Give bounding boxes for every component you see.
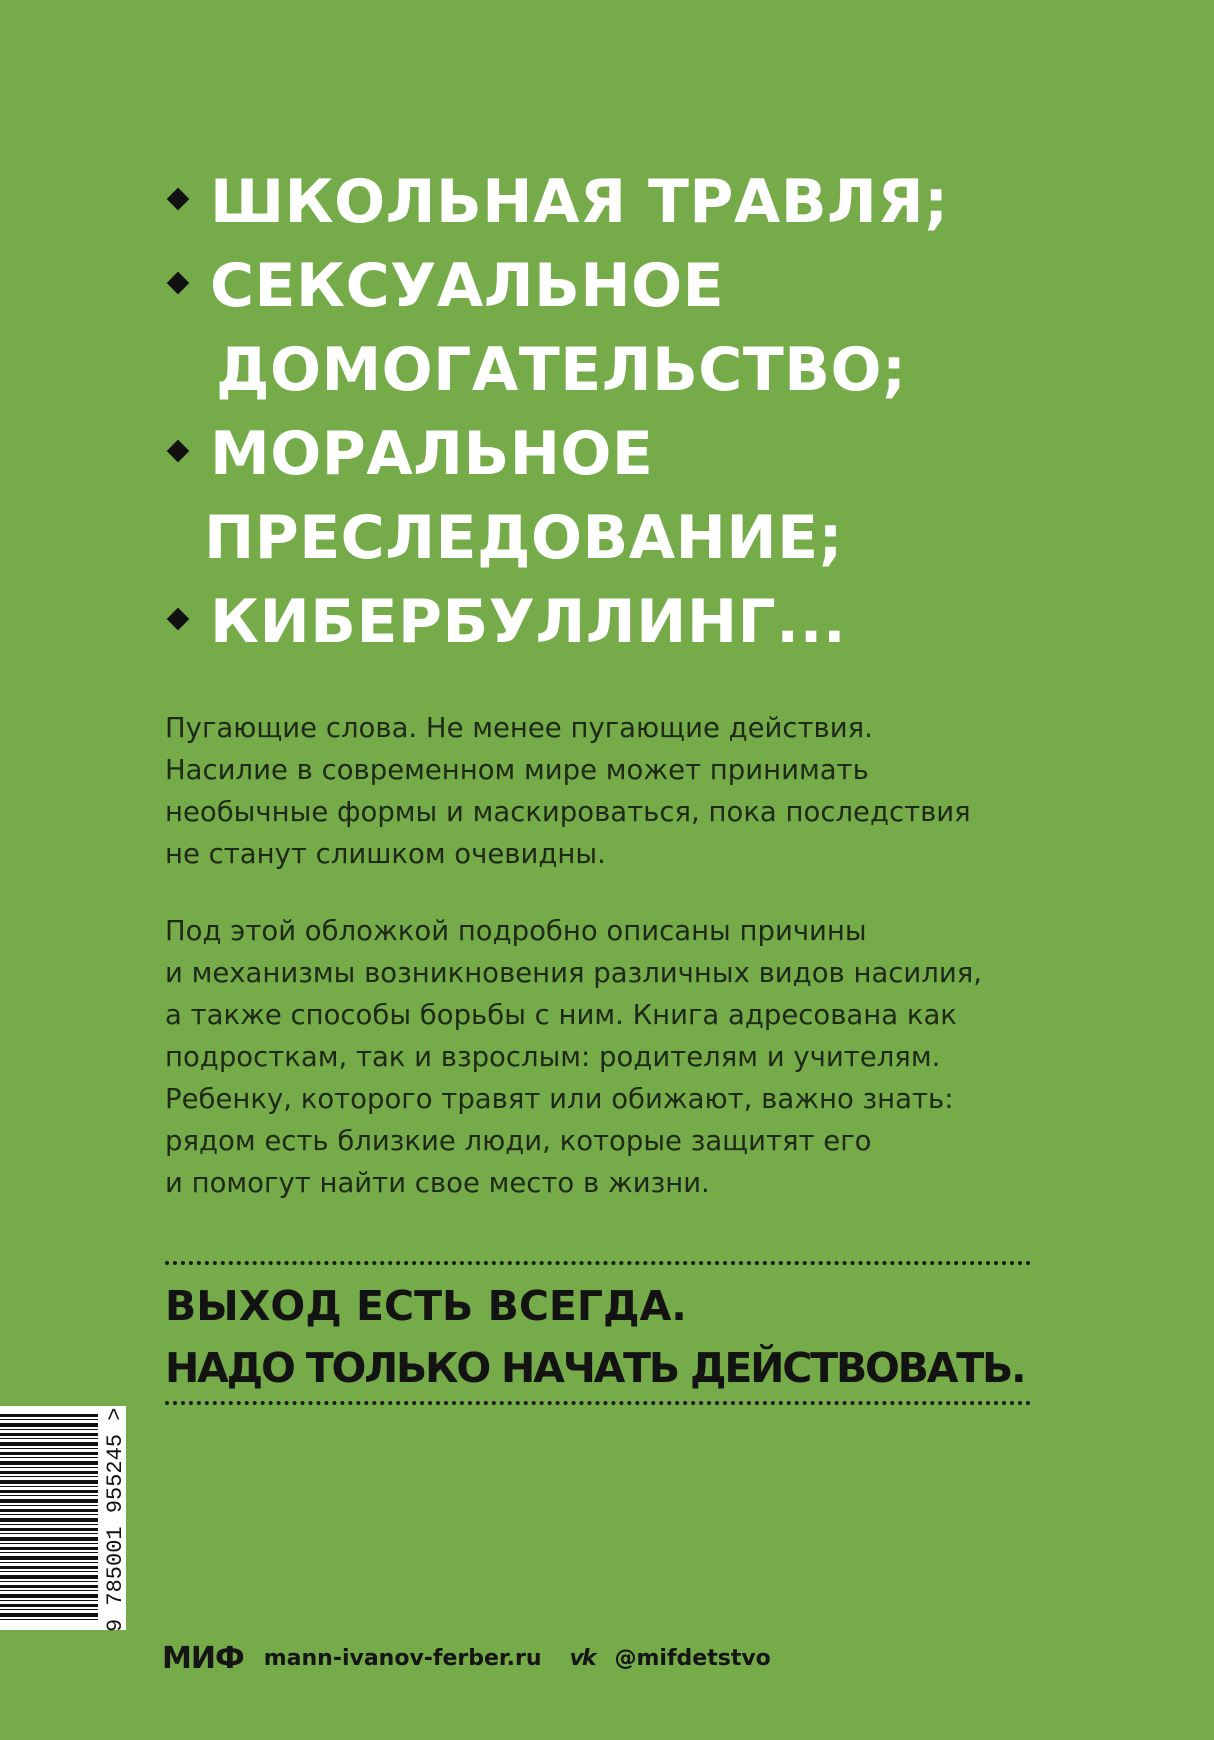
publisher-logo: МИФ [162, 1640, 244, 1676]
diamond-bullet-icon [167, 188, 190, 211]
headline-text: КИБЕРБУЛЛИНГ... [210, 587, 847, 657]
paragraph-line: не станут слишком очевидны. [165, 838, 606, 870]
headline-item-cyberbullying [168, 580, 1168, 664]
paragraph-line: и механизмы возникновения различных видов насилия, [165, 957, 983, 989]
paragraph-line: Ребенку, которого травят или обижают, важно знать: [165, 1083, 954, 1115]
paragraph-line: а также способы борьбы с ним. Книга адресована как [165, 999, 957, 1031]
paragraph-line: рядом есть близкие люди, которые защитят его [165, 1125, 872, 1157]
intro-paragraph [165, 707, 1065, 875]
paragraph-line: необычные формы и маскироваться, пока последствия [165, 796, 971, 828]
barcode-bars [0, 1414, 98, 1622]
paragraph-line: Под этой обложкой подробно описаны причины [165, 915, 867, 947]
paragraph-line: подросткам, так и взрослым: родителям и учителям. [165, 1041, 941, 1073]
headline-text: СЕКСУАЛЬНОЕ [210, 251, 725, 321]
slogan-line-1: ВЫХОД ЕСТЬ ВСЕГДА. [165, 1282, 687, 1330]
headline-item-sexual-harassment [168, 244, 1168, 412]
headline-item-school-bullying [168, 160, 1168, 244]
dotted-divider-bottom [165, 1401, 1031, 1405]
headline-text: МОРАЛЬНОЕ [210, 419, 654, 489]
diamond-bullet-icon [167, 608, 190, 631]
footer [162, 1636, 771, 1680]
dotted-divider-top [165, 1261, 1031, 1265]
vk-icon: vk [569, 1645, 595, 1671]
diamond-bullet-icon [167, 272, 190, 295]
website-link[interactable]: mann-ivanov-ferber.ru [263, 1645, 542, 1671]
slogan [165, 1275, 1065, 1399]
description-paragraph [165, 910, 1065, 1204]
headline-text: ДОМОГАТЕЛЬСТВО; [216, 335, 907, 405]
headline-list [168, 160, 1168, 664]
headline-text: ШКОЛЬНАЯ ТРАВЛЯ; [210, 167, 949, 237]
social-handle[interactable]: @mifdetstvo [614, 1645, 771, 1671]
paragraph-line: Насилие в современном мире может принимать [165, 754, 869, 786]
slogan-line-2: НАДО ТОЛЬКО НАЧАТЬ ДЕЙСТВОВАТЬ. [165, 1344, 1025, 1392]
diamond-bullet-icon [167, 440, 190, 463]
paragraph-line: Пугающие слова. Не менее пугающие действия. [165, 712, 873, 744]
headline-text: ПРЕСЛЕДОВАНИЕ; [204, 503, 844, 573]
paragraph-line: и помогут найти свое место в жизни. [165, 1167, 710, 1199]
isbn-digits: 9 785001 955245 > [103, 1407, 128, 1632]
headline-item-moral-persecution [168, 412, 1168, 580]
